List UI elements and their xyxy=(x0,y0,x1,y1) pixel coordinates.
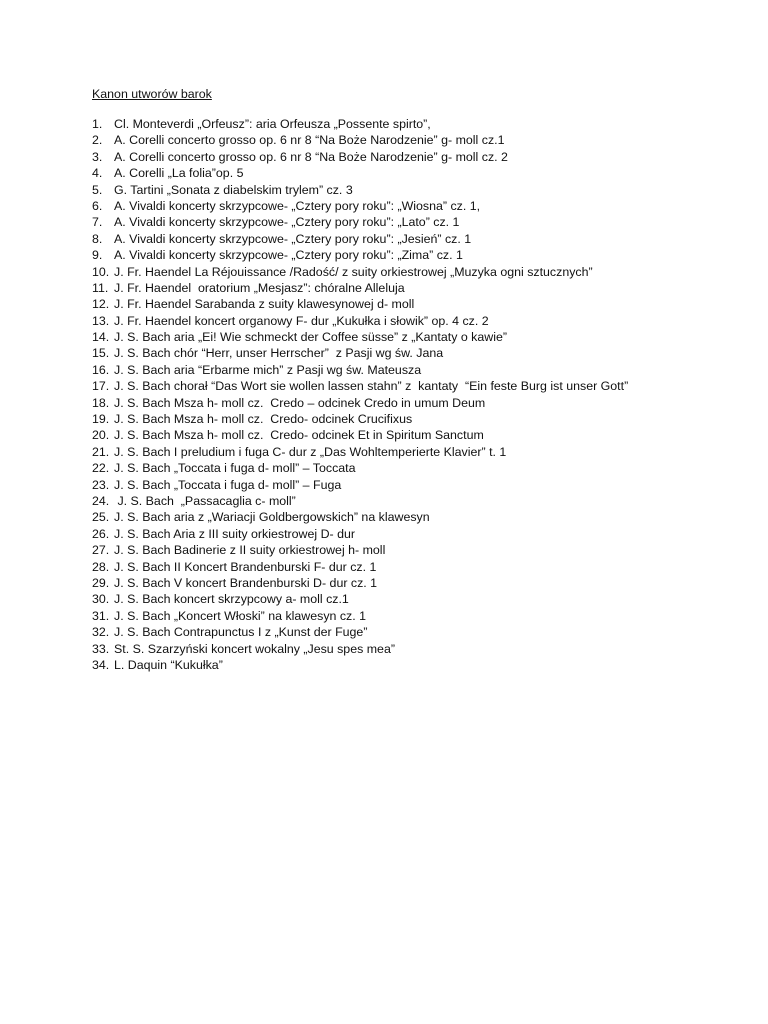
list-item-number: 14. xyxy=(92,330,110,345)
list-item xyxy=(92,214,712,230)
list-item-text: L. Daquin “Kukułka” xyxy=(114,657,223,672)
list-item xyxy=(92,411,712,427)
list-item-text: J. S. Bach „Passacaglia c- moll” xyxy=(114,493,296,508)
list-item-text: J. S. Bach „Toccata i fuga d- moll” – Toccata xyxy=(114,461,356,476)
list-item xyxy=(92,231,712,247)
list-item-number: 8. xyxy=(92,231,103,246)
list-item-number: 1. xyxy=(92,117,103,131)
list-item xyxy=(92,132,712,148)
list-item-text: J. S. Bach „Toccata i fuga d- moll” – Fuga xyxy=(114,477,342,492)
list-item-number: 6. xyxy=(92,198,103,213)
list-item-text: A. Corelli „La folia”op. 5 xyxy=(114,166,244,181)
list-item xyxy=(92,542,712,558)
list-item-text: J. S. Bach Msza h- moll cz. Credo- odcinek Et in Spiritum Sanctum xyxy=(114,428,484,443)
list-item-text: J. Fr. Haendel oratorium „Mesjasz”: chóralne Alleluja xyxy=(114,280,405,295)
list-item-number: 3. xyxy=(92,149,103,164)
list-item xyxy=(92,378,712,394)
works-list xyxy=(92,116,712,673)
list-item xyxy=(92,591,712,607)
list-item xyxy=(92,657,712,673)
list-item xyxy=(92,460,712,476)
list-item-text: A. Vivaldi koncerty skrzypcowe- „Cztery pory roku”: „Wiosna” cz. 1, xyxy=(114,198,481,213)
list-item-text: J. S. Bach I preludium i fuga C- dur z „Das Wohltemperierte Klavier” t. 1 xyxy=(114,444,507,459)
list-item xyxy=(92,116,712,132)
list-item-text: J. S. Bach chór “Herr, unser Herrscher” z Pasji wg św. Jana xyxy=(114,346,444,361)
list-item xyxy=(92,264,712,280)
list-item-text: St. S. Szarzyński koncert wokalny „Jesu spes mea” xyxy=(114,641,395,656)
list-item xyxy=(92,247,712,263)
list-item-text: J. S. Bach „Koncert Włoski” na klawesyn cz. 1 xyxy=(114,608,367,623)
list-item-text: J. Fr. Haendel Sarabanda z suity klawesynowej d- moll xyxy=(114,297,415,312)
list-item-number: 21. xyxy=(92,444,110,459)
list-item xyxy=(92,280,712,296)
list-item xyxy=(92,624,712,640)
list-item-number: 5. xyxy=(92,182,103,197)
list-item-number: 7. xyxy=(92,215,103,230)
document-title: Kanon utworów barok xyxy=(92,87,212,101)
list-item xyxy=(92,477,712,493)
list-item-text: J. S. Bach aria “Erbarme mich” z Pasji wg św. Mateusza xyxy=(114,362,422,377)
list-item-text: Cl. Monteverdi „Orfeusz”: aria Orfeusza „Possente spirto”, xyxy=(114,117,431,131)
list-item xyxy=(92,149,712,165)
list-item-number: 33. xyxy=(92,641,110,656)
list-item xyxy=(92,526,712,542)
list-item-number: 26. xyxy=(92,526,110,541)
list-item xyxy=(92,509,712,525)
list-item xyxy=(92,362,712,378)
list-item xyxy=(92,608,712,624)
list-item-text: J. S. Bach aria „Ei! Wie schmeckt der Coffee süsse” z „Kantaty o kawie” xyxy=(114,330,507,345)
list-item xyxy=(92,427,712,443)
list-item xyxy=(92,165,712,181)
list-item xyxy=(92,345,712,361)
list-item-number: 4. xyxy=(92,166,103,181)
list-item-number: 18. xyxy=(92,395,110,410)
list-item-text: J. S. Bach Badinerie z II suity orkiestrowej h- moll xyxy=(114,543,386,558)
list-item-text: J. S. Bach Msza h- moll cz. Credo- odcinek Crucifixus xyxy=(114,412,413,427)
document-content xyxy=(92,86,712,673)
list-item-number: 16. xyxy=(92,362,110,377)
list-item-number: 24. xyxy=(92,493,110,508)
list-item-number: 29. xyxy=(92,575,110,590)
list-item-text: A. Vivaldi koncerty skrzypcowe- „Cztery pory roku”: „Jesień” cz. 1 xyxy=(114,231,472,246)
list-item-number: 27. xyxy=(92,543,110,558)
list-item-text: J. S. Bach V koncert Brandenburski D- dur cz. 1 xyxy=(114,575,378,590)
list-item-number: 15. xyxy=(92,346,110,361)
list-item-text: J. S. Bach aria z „Wariacji Goldbergowskich” na klawesyn xyxy=(114,510,430,525)
list-item-text: J. S. Bach koncert skrzypcowy a- moll cz.1 xyxy=(114,592,349,607)
list-item-text: J. S. Bach Contrapunctus I z „Kunst der Fuge” xyxy=(114,625,368,640)
list-item-number: 23. xyxy=(92,477,110,492)
list-item-number: 2. xyxy=(92,133,103,148)
list-item-text: J. S. Bach Msza h- moll cz. Credo – odcinek Credo in umum Deum xyxy=(114,395,486,410)
list-item-number: 19. xyxy=(92,412,110,427)
list-item xyxy=(92,198,712,214)
list-item-number: 28. xyxy=(92,559,110,574)
list-item-text: A. Vivaldi koncerty skrzypcowe- „Cztery pory roku”: „Lato” cz. 1 xyxy=(114,215,460,230)
list-item-text: J. Fr. Haendel koncert organowy F- dur „Kukułka i słowik” op. 4 cz. 2 xyxy=(114,313,489,328)
list-item-number: 9. xyxy=(92,248,103,263)
list-item-text: J. S. Bach II Koncert Brandenburski F- dur cz. 1 xyxy=(114,559,377,574)
list-item xyxy=(92,313,712,329)
list-item-text: G. Tartini „Sonata z diabelskim trylem” cz. 3 xyxy=(114,182,353,197)
list-item-text: A. Vivaldi koncerty skrzypcowe- „Cztery pory roku”: „Zima” cz. 1 xyxy=(114,248,463,263)
list-item-number: 31. xyxy=(92,608,110,623)
list-item xyxy=(92,329,712,345)
list-item-number: 17. xyxy=(92,379,110,394)
list-item xyxy=(92,559,712,575)
list-item xyxy=(92,444,712,460)
list-item xyxy=(92,182,712,198)
list-item-number: 20. xyxy=(92,428,110,443)
list-item-number: 34. xyxy=(92,657,110,672)
list-item-text: A. Corelli concerto grosso op. 6 nr 8 “Na Boże Narodzenie” g- moll cz. 2 xyxy=(114,149,508,164)
list-item xyxy=(92,493,712,509)
list-item xyxy=(92,395,712,411)
list-item-number: 10. xyxy=(92,264,110,279)
list-item-text: J. S. Bach Aria z III suity orkiestrowej D- dur xyxy=(114,526,356,541)
list-item-number: 25. xyxy=(92,510,110,525)
list-item-number: 30. xyxy=(92,592,110,607)
list-item xyxy=(92,575,712,591)
list-item-text: J. S. Bach chorał “Das Wort sie wollen lassen stahn” z kantaty “Ein feste Burg ist unser Gott” xyxy=(114,379,629,394)
list-item-number: 32. xyxy=(92,625,110,640)
list-item-text: A. Corelli concerto grosso op. 6 nr 8 “Na Boże Narodzenie” g- moll cz.1 xyxy=(114,133,505,148)
list-item-number: 12. xyxy=(92,297,110,312)
list-item-number: 22. xyxy=(92,461,110,476)
list-item-number: 13. xyxy=(92,313,110,328)
list-item-text: J. Fr. Haendel La Réjouissance /Radość/ z suity orkiestrowej „Muzyka ogni sztucznych” xyxy=(114,264,593,279)
list-item-number: 11. xyxy=(92,280,109,295)
list-item xyxy=(92,296,712,312)
list-item xyxy=(92,641,712,657)
